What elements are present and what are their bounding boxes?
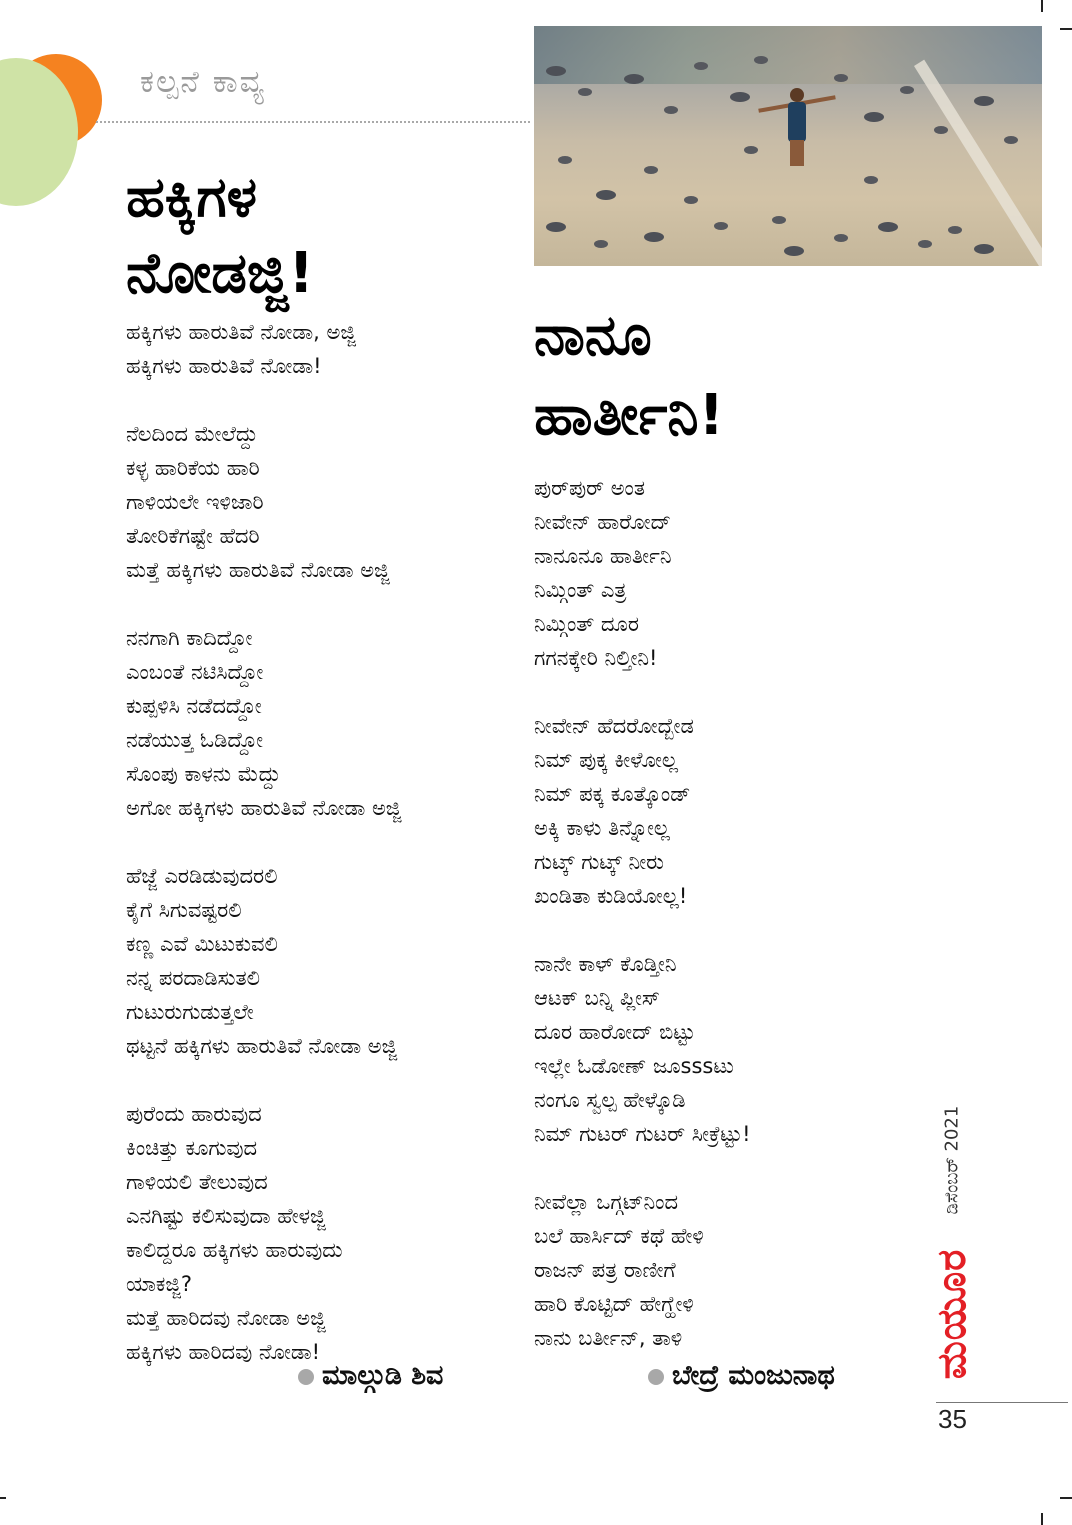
- pigeons-photo: [534, 26, 1042, 266]
- poem-title-right-line1: ನಾನೂ: [534, 303, 652, 368]
- poem-line: ನನ್ನ ಪರದಾಡಿಸುತಲಿ: [126, 966, 260, 990]
- poem-line: ಹೆಜ್ಜೆ ಎರಡಿಡುವುದರಲಿ: [126, 864, 278, 888]
- poem-line: ನಿಮ್ ಗುಟರ್ ಗುಟರ್ ಸೀಕ್ರೆಟ್ಟು!: [534, 1122, 751, 1146]
- poem-line: ರಾಜನ್ ಪತ್ರ ರಾಣೀಗೆ: [534, 1258, 676, 1282]
- stanza-break: [126, 825, 401, 859]
- pigeon: [546, 222, 566, 232]
- bullet-dot: [648, 1369, 664, 1385]
- poem-line: ಮತ್ತೆ ಹಾರಿದವು ನೋಡಾ ಅಜ್ಜಿ: [126, 1306, 326, 1330]
- poem-line: ನಿಮ್ಗಿಂತ್ ಎತ್ರ: [534, 578, 627, 602]
- poem-title-right-line2: ಹಾರ್ತೀನಿ!: [534, 383, 725, 448]
- dotted-divider: [96, 121, 530, 123]
- pigeon: [772, 216, 786, 224]
- poem-line: ನಡೆಯುತ್ತ ಓಡಿದ್ದೋ: [126, 728, 264, 752]
- photo-street-background: [534, 26, 1042, 84]
- footer-divider: [936, 1402, 1068, 1403]
- stanza-break: [126, 587, 401, 621]
- pigeon: [948, 226, 962, 234]
- pigeon: [900, 86, 914, 94]
- crop-mark: [1041, 0, 1043, 12]
- poem-line: ಹಕ್ಕಿಗಳು ಹಾರುತಿವೆ ನೋಡಾ!: [126, 354, 322, 378]
- poem-line: ಕೈಗೆ ಸಿಗುವಷ್ಟರಲಿ: [126, 898, 242, 922]
- poem-line: ಅಕ್ಕಿ ಕಾಳು ತಿನ್ನೋಲ್ಲ: [534, 816, 670, 840]
- pigeon: [744, 146, 758, 154]
- pigeon: [644, 166, 658, 174]
- pigeon: [918, 240, 932, 248]
- poem-line: ಗಗನಕ್ಕೇರಿ ನಿಲ್ತೀನಿ!: [534, 646, 658, 670]
- pigeon: [864, 112, 884, 122]
- page-number: 35: [938, 1404, 967, 1434]
- poem-line: ಕಿಂಚಿತ್ತು ಕೂಗುವುದ: [126, 1136, 258, 1160]
- poem-line: ನೆಲದಿಂದ ಮೇಲೆದ್ದು: [126, 422, 259, 446]
- pigeon: [730, 92, 750, 102]
- pigeon: [754, 56, 768, 64]
- poem-line: ಗುಟುರುಗುಡುತ್ತಲೇ: [126, 1000, 254, 1024]
- poem-line: ಮತ್ತೆ ಹಕ್ಕಿಗಳು ಹಾರುತಿವೆ ನೋಡಾ ಅಜ್ಜಿ: [126, 558, 390, 582]
- pigeon: [834, 74, 848, 82]
- pigeon: [594, 240, 608, 248]
- pigeon: [934, 126, 948, 134]
- pigeon: [834, 234, 848, 242]
- stanza-break: [534, 1151, 751, 1185]
- bullet-dot: [298, 1369, 314, 1385]
- pigeon: [694, 62, 708, 70]
- pigeon: [624, 74, 644, 84]
- pigeon: [596, 190, 616, 200]
- poem-line: ನಿಮ್ ಪಕ್ಕ ಕೂತ್ಕೊಂಡ್: [534, 782, 691, 806]
- crop-mark: [1041, 1513, 1043, 1525]
- poem-line: ಕುಪ್ಪಳಿಸಿ ನಡೆದದ್ದೋ: [126, 694, 262, 718]
- poem-line: ಕಳ್ಳ ಹಾರಿಕೆಯ ಹಾರಿ: [126, 456, 260, 480]
- pigeon: [684, 196, 698, 204]
- poem-line: ಪುರ್‌ಪುರ್ ಅಂತ: [534, 476, 645, 500]
- poem-title-left-line2: ನೋಡಜ್ಜಿ!: [126, 241, 314, 306]
- issue-date: ಡಿಸೆಂಬರ್ 2021: [941, 1105, 963, 1215]
- poem-line: ನಾನು ಬರ್ತೀನ್, ತಾಳಿ: [534, 1326, 683, 1350]
- section-label: ಕಲ್ಪನೆ ಕಾವ್ಯ: [140, 64, 266, 100]
- poem-line: ಬಲೆ ಹಾರ್ಸಿದ್ ಕಥೆ ಹೇಳಿ: [534, 1224, 704, 1248]
- poem-line: ಎನಗಿಷ್ಟು ಕಲಿಸುವುದಾ ಹೇಳಜ್ಜಿ: [126, 1204, 326, 1228]
- poem-line: ನನಗಾಗಿ ಕಾದಿದ್ದೋ: [126, 626, 253, 650]
- poem-line: ಹಕ್ಕಿಗಳು ಹಾರುತಿವೆ ನೋಡಾ, ಅಜ್ಜಿ: [126, 320, 356, 344]
- poem-line: ಥಟ್ಟನೆ ಹಕ್ಕಿಗಳು ಹಾರುತಿವೆ ನೋಡಾ ಅಜ್ಜಿ: [126, 1034, 398, 1058]
- pigeon: [664, 106, 678, 114]
- pigeon: [546, 66, 566, 76]
- poem-line: ಇಲ್ಲೇ ಓಡೋಣ್ ಜೂsssಟು: [534, 1054, 734, 1078]
- stanza-break: [126, 1063, 401, 1097]
- author-right: [648, 1360, 835, 1392]
- poem-line: ಎಂಬಂತೆ ನಟಿಸಿದ್ದೋ: [126, 660, 264, 684]
- pigeon: [784, 246, 804, 256]
- poem-title-right: [534, 296, 724, 456]
- poem-line: ನೀವೇನ್ ಹೆದರೋದ್ಬೇಡ: [534, 714, 694, 738]
- poem-line: ಹಾರಿ ಕೊಟ್ಟಿದ್ ಹೇಗ್ಹೇಳಿ: [534, 1292, 694, 1316]
- poem-line: ನಿಮ್ ಪುಕ್ಕ ಕೀಳೋಲ್ಲ: [534, 748, 679, 772]
- poem-line: ಖಂಡಿತಾ ಕುಡಿಯೋಲ್ಲ!: [534, 884, 688, 908]
- photo-road-marking: [914, 60, 1042, 266]
- poem-line: ಆಟಕ್ ಬನ್ನಿ ಪ್ಲೀಸ್: [534, 986, 660, 1010]
- crop-mark: [0, 1497, 6, 1499]
- poem-line: ಗಾಳಿಯಲೇ ಇಳಿಜಾರಿ: [126, 490, 264, 514]
- pigeon: [644, 232, 664, 242]
- poem-title-left-line1: ಹಕ್ಕಿಗಳ: [126, 165, 258, 230]
- author-left-name: ಮಾಲ್ಗುಡಿ ಶಿವ: [322, 1360, 444, 1391]
- stanza-break: [534, 675, 751, 709]
- magazine-logo: ಮಯೂರ: [929, 1248, 975, 1380]
- crop-mark: [1060, 1497, 1072, 1499]
- poem-right-body: [534, 471, 751, 1355]
- stanza-break: [126, 383, 401, 417]
- author-left: [298, 1360, 443, 1392]
- author-right-name: ಬೇದ್ರೆ ಮಂಜುನಾಥ: [672, 1360, 835, 1391]
- poem-line: ಸೊಂಪು ಕಾಳನು ಮೆದ್ದು: [126, 762, 281, 786]
- poem-line: ನೀವೇನ್ ಹಾರೋದ್: [534, 510, 671, 534]
- crop-mark: [1060, 28, 1072, 30]
- poem-line: ಯಾಕಜ್ಜಿ?: [126, 1272, 193, 1296]
- pigeon: [578, 88, 592, 96]
- poem-left-body: [126, 315, 401, 1369]
- poem-line: ಹಕ್ಕಿಗಳು ಹಾರಿದವು ನೋಡಾ!: [126, 1340, 321, 1364]
- poem-line: ಗುಟ್ಕ್ ಗುಟ್ಕ್ ನೀರು: [534, 850, 664, 874]
- pigeon: [1004, 136, 1018, 144]
- pigeon: [864, 176, 878, 184]
- pigeon: [714, 222, 728, 230]
- poem-line: ಅಗೋ ಹಕ್ಕಿಗಳು ಹಾರುತಿವೆ ನೋಡಾ ಅಜ್ಜಿ: [126, 796, 402, 820]
- poem-line: ನಿಮ್ಗಿಂತ್ ದೂರ: [534, 612, 639, 636]
- poem-line: ತೋರಿಕೆಗಷ್ಟೇ ಹೆದರಿ: [126, 524, 260, 548]
- pigeon: [878, 222, 898, 232]
- poem-line: ನಾನೂನೂ ಹಾರ್ತೀನಿ: [534, 544, 672, 568]
- poem-line: ನಾನೇ ಕಾಳ್ ಕೊಡ್ತೀನಿ: [534, 952, 677, 976]
- poem-line: ಕಣ್ಣ ಎವೆ ಮಿಟುಕುವಲಿ: [126, 932, 278, 956]
- poem-line: ಪುರೆಂದು ಹಾರುವುದ: [126, 1102, 262, 1126]
- stanza-break: [534, 913, 751, 947]
- poem-line: ನಂಗೂ ಸ್ವಲ್ಪ ಹೇಳ್ಕೊಡಿ: [534, 1088, 686, 1112]
- pigeon: [974, 96, 994, 106]
- poem-line: ಕಾಲಿದ್ದರೂ ಹಕ್ಕಿಗಳು ಹಾರುವುದು: [126, 1238, 343, 1262]
- poem-line: ದೂರ ಹಾರೋದ್ ಬಿಟ್ಟು: [534, 1020, 696, 1044]
- poem-line: ಗಾಳಿಯಲಿ ತೇಲುವುದ: [126, 1170, 268, 1194]
- pigeon: [974, 244, 994, 254]
- pigeon: [558, 156, 572, 164]
- poem-title-left: [126, 160, 314, 312]
- poem-line: ನೀವೆಲ್ಲಾ ಒಗ್ಗಟ್‌ನಿಂದ: [534, 1190, 679, 1214]
